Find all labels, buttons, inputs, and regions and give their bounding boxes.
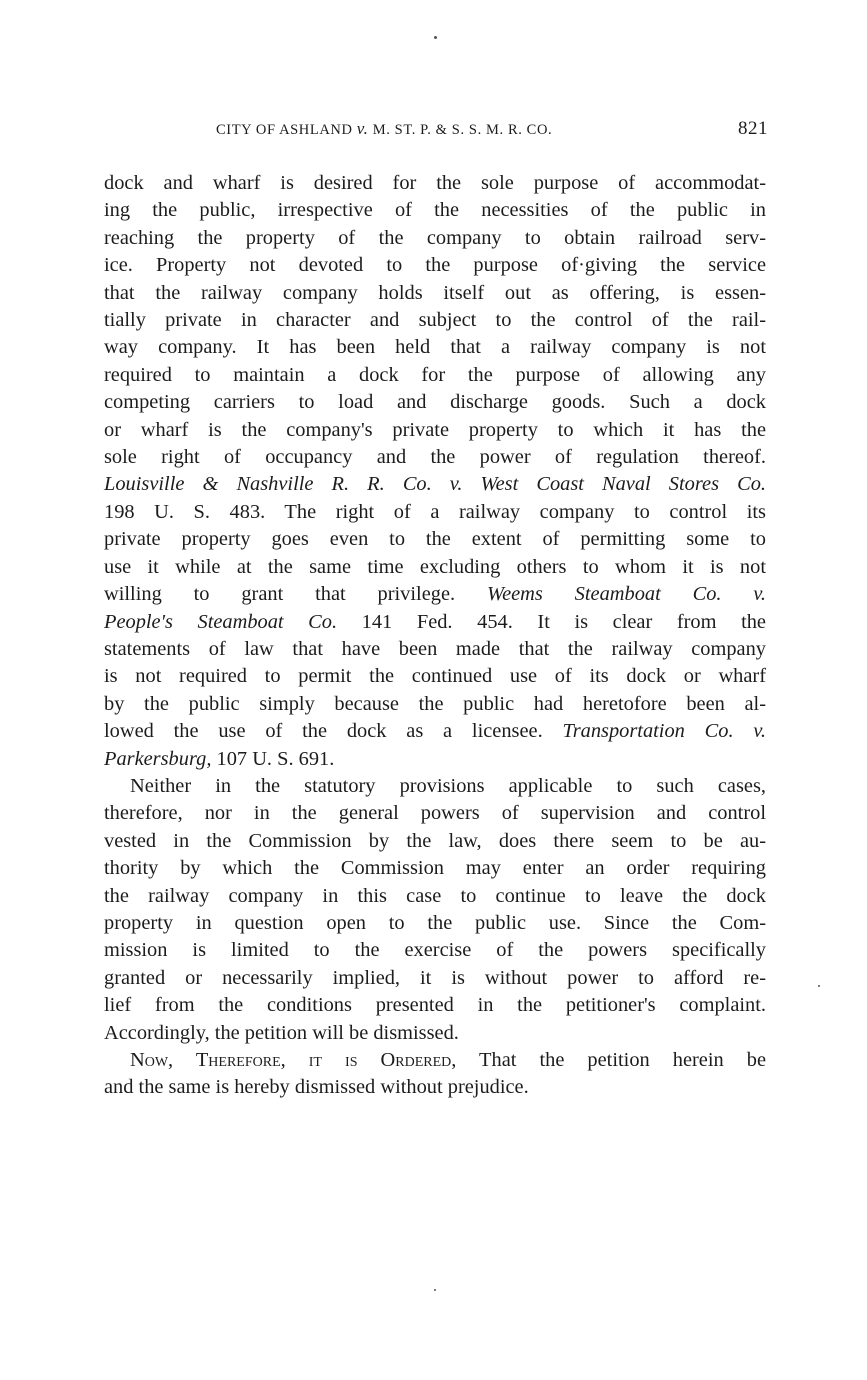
text-line: ing the public, irrespective of the necessities of the public in <box>104 199 766 222</box>
order-formula: Now, Therefore, it is Ordered, <box>130 1049 457 1071</box>
text-line: reaching the property of the company to obtain railroad serv- <box>104 226 766 249</box>
text-run: That the petition herein be <box>456 1049 767 1071</box>
text-line: by the public simply because the public had heretofore been al- <box>104 692 766 715</box>
page-body <box>104 170 766 1102</box>
paragraph-2 <box>104 773 766 1047</box>
text-run: 141 Fed. 454. It is clear from the <box>337 610 766 633</box>
text-line <box>104 746 766 773</box>
text-run: lowed the use of the dock as a licensee. <box>104 720 563 743</box>
text-line: use it while at the same time excluding others to whom it is not <box>104 555 766 578</box>
text-line: is not required to permit the continued use of its dock or wharf <box>104 665 766 688</box>
text-line: ice. Property not devoted to the purpose of·giving the service <box>104 254 766 277</box>
running-head-text: M. ST. P. & S. S. M. R. CO. <box>368 122 553 138</box>
text-line: mission is limited to the exercise of the powers specifically <box>104 939 766 962</box>
paragraph-1 <box>104 170 766 773</box>
text-line: competing carriers to load and discharge goods. Such a dock <box>104 391 766 414</box>
running-head <box>216 119 552 139</box>
text-line: tially private in character and subject to the control of the rail- <box>104 309 766 332</box>
paragraph-3 <box>104 1047 766 1102</box>
case-citation: Weems Steamboat Co. v. <box>486 583 766 606</box>
text-line: 198 U. S. 483. The right of a railway company to control its <box>104 500 766 523</box>
text-line: thority by which the Commission may enter an order requiring <box>104 857 766 880</box>
text-line: sole right of occupancy and the power of regulation thereof. <box>104 446 766 469</box>
text-line: Neither in the statutory provisions applicable to such cases, <box>130 774 766 797</box>
text-line <box>104 609 766 636</box>
text-line <box>104 471 766 498</box>
text-line: statements of law that have been made that the railway company <box>104 637 766 660</box>
print-speck <box>818 985 820 987</box>
text-line: property in question open to the public use. Since the Com- <box>104 911 766 934</box>
text-line: private property goes even to the extent of permitting some to <box>104 528 766 551</box>
text-line: way company. It has been held that a railway company is not <box>104 336 766 359</box>
text-run: 107 U. S. 691. <box>211 747 335 770</box>
text-line: or wharf is the company's private property to which it has the <box>104 418 766 441</box>
text-line <box>104 1047 766 1074</box>
text-line: granted or necessarily implied, it is without power to afford re- <box>104 966 766 989</box>
text-line: lief from the conditions presented in the petitioner's complaint. <box>104 994 766 1017</box>
text-line: therefore, nor in the general powers of supervision and control <box>104 802 766 825</box>
running-head-versus: v. <box>356 119 369 138</box>
text-line: and the same is hereby dismissed without prejudice. <box>104 1076 529 1099</box>
case-citation: Louisville & Nashville R. R. Co. v. West Coast Naval Stores Co. <box>104 473 766 496</box>
print-speck <box>434 1289 436 1291</box>
text-line: vested in the Commission by the law, does there seem to be au- <box>104 829 766 852</box>
case-citation: Transportation Co. v. <box>562 720 766 743</box>
running-head-text: CITY OF ASHLAND <box>216 122 357 138</box>
print-speck <box>434 36 437 39</box>
text-line: Accordingly, the petition will be dismissed. <box>104 1021 459 1044</box>
text-line <box>104 581 766 608</box>
page-header <box>216 118 768 144</box>
text-line: dock and wharf is desired for the sole purpose of accommodat- <box>104 172 766 194</box>
text-run: willing to grant that privilege. <box>104 583 487 606</box>
text-line: that the railway company holds itself out as offering, is essen- <box>104 281 766 304</box>
page-number: 821 <box>738 118 768 139</box>
text-line: required to maintain a dock for the purpose of allowing any <box>104 363 766 386</box>
case-citation: Parkersburg, <box>104 747 212 770</box>
text-line: the railway company in this case to continue to leave the dock <box>104 884 766 907</box>
text-line <box>104 718 766 745</box>
case-citation: People's Steamboat Co. <box>104 610 338 633</box>
